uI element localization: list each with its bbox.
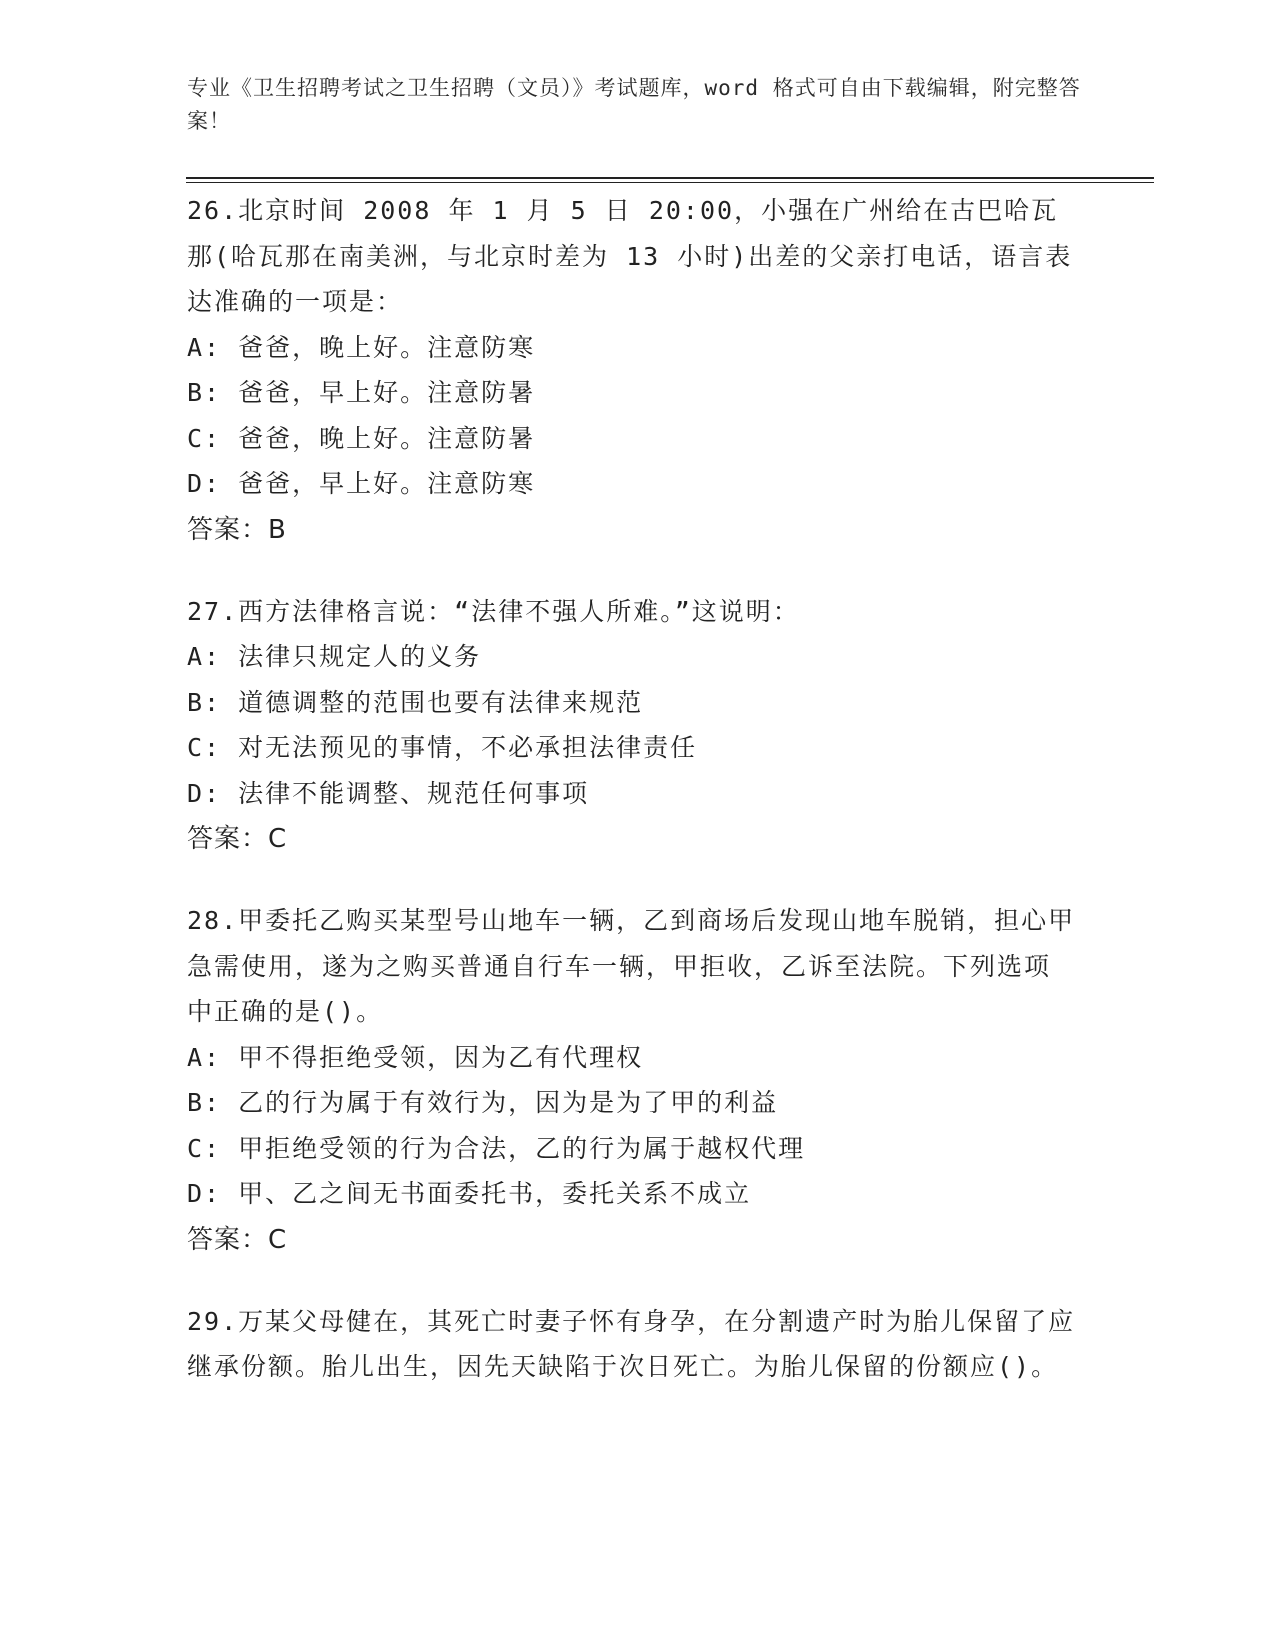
option-d: D: 爸爸，早上好。注意防寒 [187,469,536,498]
question-stem: 29.万某父母健在，其死亡时妻子怀有身孕，在分割遗产时为胎儿保留了应继承份额。胎儿出生，因先天缺陷于次日死亡。为胎儿保留的份额应()。 [187,1306,1076,1381]
answer-label: 答案：C [187,824,288,854]
answer-label: 答案：C [187,1224,288,1255]
option-a: A: 爸爸，晚上好。注意防寒 [187,332,536,362]
answer-label: 答案：B [187,514,287,545]
header-divider-thin [186,182,1154,183]
option-c: C: 对无法预见的事情，不必承担法律责任 [187,733,698,762]
question-27 [187,589,1077,863]
question-28 [187,898,1077,1263]
option-d: D: 法律不能调整、规范任何事项 [187,778,590,808]
question-stem: 28.甲委托乙购买某型号山地车一辆，乙到商场后发现山地车脱销，担心甲急需使用，遂为之购买普通自行车一辆，甲拒收，乙诉至法院。下列选项中正确的是()。 [187,906,1076,1026]
question-26 [187,188,1077,553]
header-divider-thick [186,177,1154,179]
question-stem: 26.北京时间 2008 年 1 月 5 日 20:00，小强在广州给在古巴哈瓦那(哈瓦那在南美洲，与北京时差为 13 小时)出差的父亲打电话，语言表达准确的一项是： [187,196,1073,316]
option-a: A: 甲不得拒绝受领，因为乙有代理权 [187,1042,644,1072]
option-a: A: 法律只规定人的义务 [187,642,482,671]
option-b: B: 乙的行为属于有效行为，因为是为了甲的利益 [187,1088,779,1117]
option-b: B: 爸爸，早上好。注意防暑 [187,378,536,407]
option-c: C: 爸爸，晚上好。注意防暑 [187,423,536,453]
question-stem: 27.西方法律格言说：“法律不强人所难。”这说明： [187,596,800,626]
question-list [187,188,1077,1426]
option-b: B: 道德调整的范围也要有法律来规范 [187,687,644,717]
question-29 [187,1299,1077,1390]
option-c: C: 甲拒绝受领的行为合法，乙的行为属于越权代理 [187,1133,806,1163]
option-d: D: 甲、乙之间无书面委托书，委托关系不成立 [187,1179,752,1208]
document-header: 专业《卫生招聘考试之卫生招聘（文员）》考试题库，word 格式可自由下载编辑，附完整答案！ [187,76,1081,133]
